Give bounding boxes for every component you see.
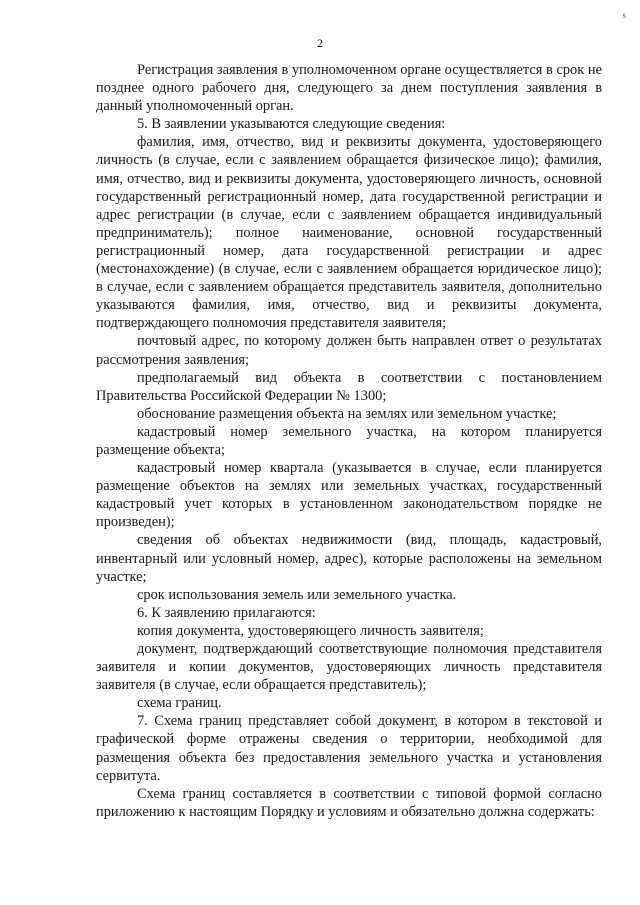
paragraph-section-7: 7. Схема границ представляет собой документ, в котором в текстовой и графической форме отражены сведения о территории, необходимой для размещения объекта без предоставления земельного участка и установления сервитута. [96,713,602,784]
paragraph-justification: обоснование размещения объекта на землях или земельном участке; [137,405,557,422]
document-body [96,61,602,821]
paragraph-usage-term: срок использования земель или земельного участка. [137,586,457,603]
paragraph-real-estate: сведения об объектах недвижимости (вид, площадь, кадастровый, инвентарный или условный номер, адрес), которые расположены на земельном участке; [96,532,602,585]
corner-mark: s [622,10,626,20]
paragraph-postal-address: почтовый адрес, по которому должен быть направлен ответ о результатах рассмотрения заявления; [96,333,602,368]
paragraph-section-5: 5. В заявлении указываются следующие сведения: [137,116,446,133]
paragraph-cadastral-number: кадастровый номер земельного участка, на котором планируется размещение объекта; [96,423,602,458]
paragraph-section-6: 6. К заявлению прилагаются: [137,604,316,621]
paragraph-object-type: предполагаемый вид объекта в соответствии с постановлением Правительства Российской Федерации № 1300; [96,369,602,404]
paragraph-boundary-scheme: схема границ. [137,695,222,712]
paragraph-id-copy: копия документа, удостоверяющего личность заявителя; [137,622,484,639]
paragraph-scheme-form: Схема границ составляется в соответствии с типовой формой согласно приложению к настоящим Порядку и условиям и обязательно должна содержать: [96,785,602,820]
paragraph-registration: Регистрация заявления в уполномоченном органе осуществляется в срок не позднее одного рабочего дня, следующего за днем поступления заявления в данный уполномоченный орган. [96,62,602,115]
paragraph-cadastral-quarter: кадастровый номер квартала (указывается в случае, если планируется размещение объектов на землях или земельных участках, государственный кадастровый учет которых в установленном законодательством порядке не произведен); [96,460,602,531]
paragraph-authority-document: документ, подтверждающий соответствующие полномочия представителя заявителя и копии документов, удостоверяющих личность представителя заявителя (в случае, если обращается представитель); [96,641,602,694]
paragraph-applicant-details: фамилия, имя, отчество, вид и реквизиты документа, удостоверяющего личность (в случае, если с заявлением обращается физическое лицо); фамилия, имя, отчество, вид и реквизиты документа, удостоверяющего личность, основной государственный регистрационный номер, дата государственной регистрации и адрес регистрации (в случае, если с заявлением обращается индивидуальный предприниматель); полное наименование, основной государственный регистрационный номер, дата государственной регистрации и адрес (местонахождение) (в случае, если с заявлением обращается юридическое лицо); в случае, если с заявлением обращается представитель заявителя, дополнительно указываются фамилия, имя, отчество, вид и реквизиты документа, подтверждающего полномочия представителя заявителя; [96,134,602,332]
page-number: 2 [317,36,323,50]
